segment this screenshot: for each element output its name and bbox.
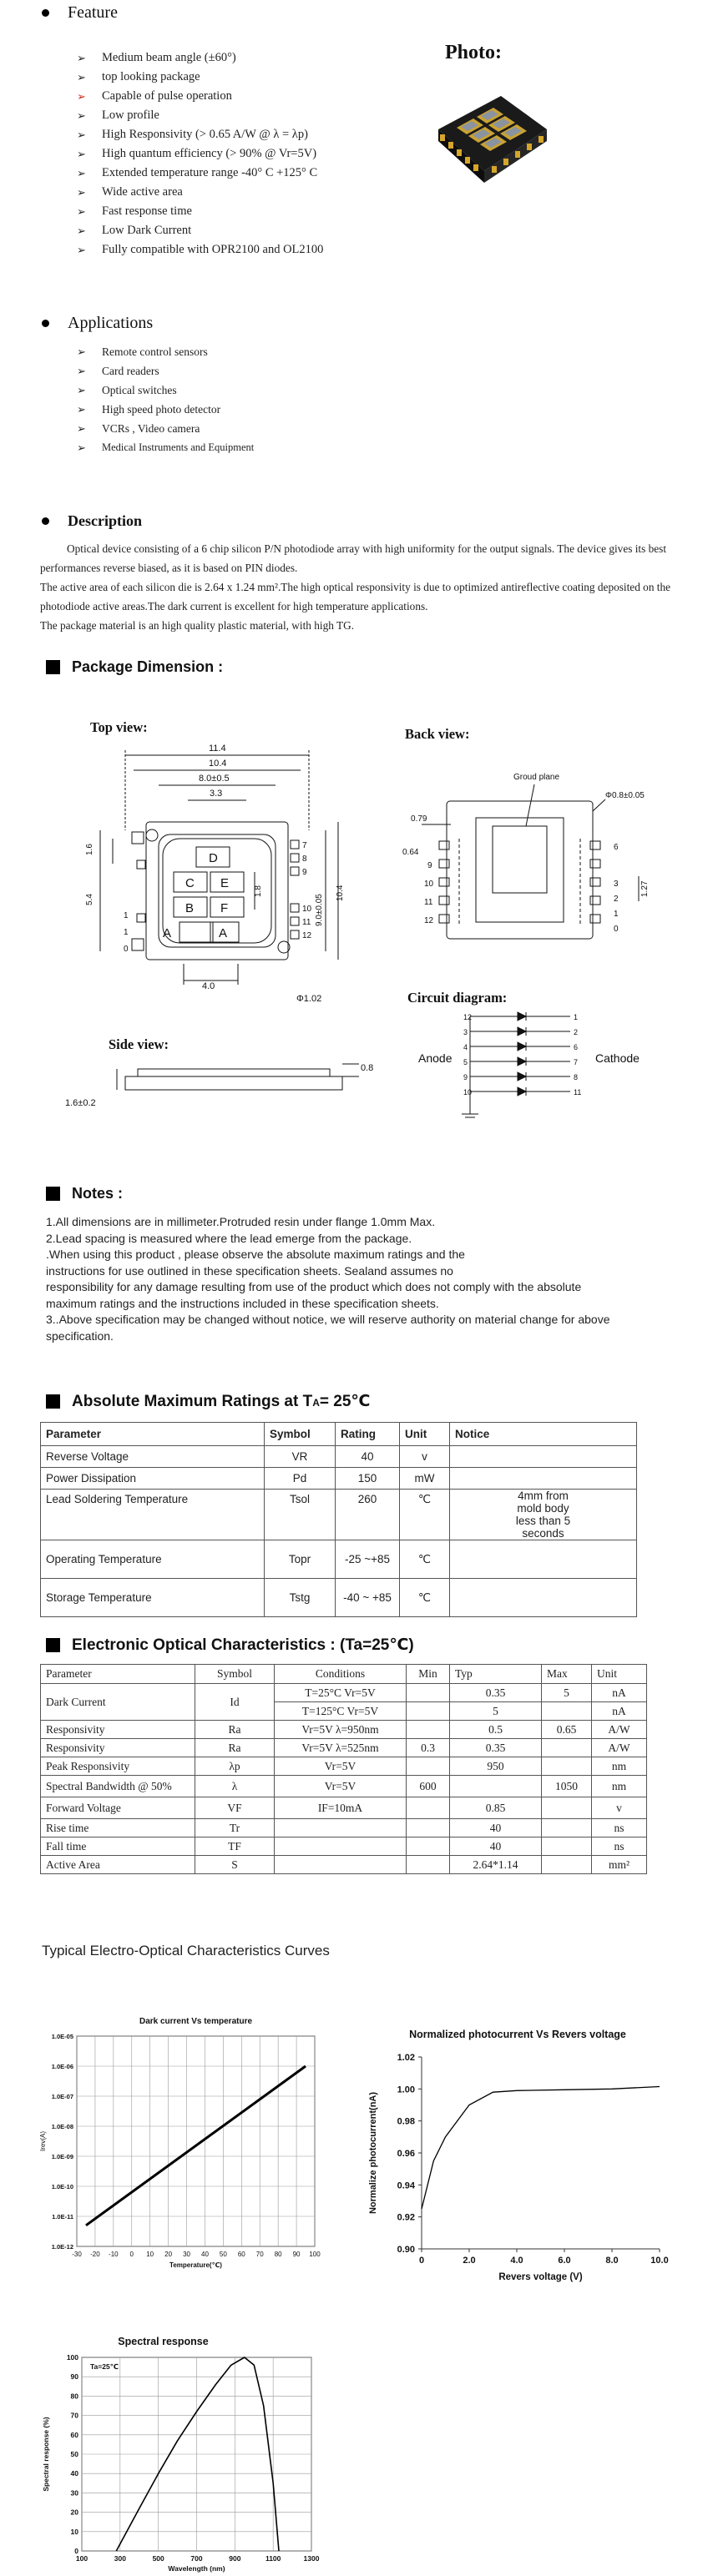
- pin-number: 9: [463, 1073, 468, 1081]
- pin-number: 0: [124, 945, 129, 954]
- diode-icon: [518, 1057, 526, 1066]
- chip-label: C: [185, 876, 195, 890]
- arrow-icon: ➢: [77, 148, 86, 160]
- x-tick-label: 900: [229, 2554, 241, 2563]
- arrow-icon: ➢: [77, 244, 86, 256]
- dim-label: 1.8: [254, 885, 263, 897]
- amr-title: Absolute Maximum Ratings at T: [72, 1393, 313, 1410]
- y-tick-label: 0.96: [397, 2149, 415, 2159]
- dim-label: 1.27: [640, 880, 650, 897]
- description-paragraph: The active area of each silicon die is 2.64 x 1.24 mm².The high optical responsivity is due to optimized antireflective coating deposited on the photodiode active areas.The dark current is excellent for high temperature applications.: [40, 581, 671, 612]
- table-row: Responsivity Ra Vr=5V λ=525nm 0.3 0.35 A/W: [41, 1739, 647, 1757]
- product-photo: [422, 79, 555, 196]
- curves-title: Typical Electro-Optical Characteristics Curves: [42, 1943, 330, 1958]
- circuit-diagram-label: Circuit diagram:: [407, 990, 508, 1006]
- x-tick-label: 20: [164, 2251, 173, 2258]
- dim-label: 8.0±0.5: [199, 774, 230, 784]
- arrow-icon: ➢: [77, 403, 86, 416]
- pin-number: 6: [574, 1043, 579, 1051]
- arrow-icon: ➢: [77, 365, 86, 377]
- applications-title: Applications: [68, 314, 154, 332]
- table-row: Dark Current Id T=25°C Vr=5V 0.35 5 nA: [41, 1684, 647, 1702]
- pin-number: 10: [302, 905, 312, 914]
- chip-label: D: [209, 851, 218, 865]
- diode-icon: [518, 1012, 526, 1021]
- pin-number: 1: [124, 911, 129, 920]
- pin-number: 2: [614, 895, 619, 904]
- table-row: Responsivity Ra Vr=5V λ=950nm 0.5 0.65 A/W: [41, 1721, 647, 1739]
- list-item: ➢ Low Dark Current: [77, 221, 427, 240]
- photo-label: Photo:: [445, 42, 502, 63]
- x-tick-label: 1300: [303, 2554, 320, 2563]
- y-tick-label: 40: [70, 2469, 78, 2478]
- table-row: Forward Voltage VF IF=10mA 0.85 v: [41, 1797, 647, 1819]
- arrow-icon: ➢: [77, 52, 86, 64]
- photocurrent-chart: [359, 2019, 676, 2291]
- table-row: Active Area S 2.64*1.14 mm²: [41, 1856, 647, 1874]
- note-line: .When using this product , please observe the absolute maximum ratings and the: [46, 1248, 465, 1261]
- notes-heading: [46, 1185, 123, 1202]
- list-item: ➢ Extended temperature range -40° C +125° C: [77, 164, 427, 183]
- x-tick-label: 1100: [265, 2554, 281, 2563]
- y-axis-label: Irev(A): [39, 2131, 47, 2151]
- arrow-icon: ➢: [77, 384, 86, 396]
- package-title: Package Dimension :: [72, 658, 224, 675]
- pin-number: 9: [427, 861, 432, 870]
- pin-number: 12: [463, 1013, 473, 1021]
- package-heading: [46, 658, 223, 676]
- back-view-label: Back view:: [405, 726, 470, 742]
- pin-number: 1: [574, 1013, 579, 1021]
- table-row: Rise time Tr 40 ns: [41, 1819, 647, 1837]
- x-tick-label: 300: [114, 2554, 126, 2563]
- x-tick-label: 6.0: [558, 2256, 571, 2266]
- diode-icon: [518, 1042, 526, 1051]
- list-item: ➢ Fast response time: [77, 202, 427, 221]
- note-line: instructions for use outlined in these specification sheets. Sealand assumes no: [46, 1263, 453, 1278]
- dim-label: 9.0±0.05: [315, 894, 324, 926]
- table-row: Parameter Symbol Rating Unit Notice: [41, 1423, 637, 1446]
- amr-title-sub: A: [312, 1397, 320, 1409]
- x-tick-label: 0: [129, 2251, 134, 2258]
- amr-title-suffix: = 25℃: [319, 1393, 371, 1410]
- pin-number: 8: [574, 1073, 579, 1081]
- pin-number: 10: [424, 880, 434, 889]
- chart-title: Dark current Vs temperature: [139, 2017, 253, 2026]
- dim-label: 10.4: [209, 759, 227, 769]
- table-row: Storage Temperature Tstg -40 ~ +85 ℃: [41, 1579, 637, 1617]
- list-item: ➢ Wide active area: [77, 183, 427, 202]
- arrow-icon: ➢: [77, 71, 86, 83]
- x-tick-label: 4.0: [510, 2256, 523, 2266]
- y-tick-label: 1.00: [397, 2084, 415, 2095]
- pin-number: 3: [463, 1028, 468, 1036]
- chip-label: B: [185, 901, 195, 915]
- feature-title: Feature: [68, 3, 118, 22]
- list-item: ➢ Remote control sensors: [77, 342, 427, 361]
- x-tick-label: 90: [292, 2251, 301, 2258]
- arrow-icon: ➢: [77, 441, 86, 454]
- y-tick-label: 1.0E-05: [51, 2033, 73, 2040]
- y-tick-label: 1.0E-07: [51, 2093, 73, 2100]
- arrow-icon: ➢: [77, 422, 86, 435]
- x-tick-label: 40: [201, 2251, 209, 2258]
- dim-label: 0.8: [361, 1063, 374, 1073]
- dim-label: 1.6: [85, 844, 94, 855]
- y-tick-label: 60: [70, 2430, 78, 2439]
- x-tick-label: 100: [75, 2554, 88, 2563]
- pin-number: 4: [463, 1043, 468, 1051]
- y-tick-label: 1.0E-10: [51, 2183, 73, 2190]
- square-bullet-icon: [46, 1394, 60, 1409]
- y-tick-label: 0.92: [397, 2212, 415, 2223]
- dim-label: 10.4: [336, 885, 345, 901]
- table-row: Spectral Bandwidth @ 50% λ Vr=5V 600 1050 nm: [41, 1776, 647, 1797]
- pin-number: 8: [302, 854, 307, 864]
- chip-label: A: [219, 926, 228, 940]
- table-row: Operating Temperature Topr -25 ~+85 ℃: [41, 1540, 637, 1579]
- anode-label: Anode: [418, 1051, 453, 1065]
- arrow-icon: ➢: [77, 109, 86, 122]
- table-row: T=125°C Vr=5V 5 nA: [41, 1702, 647, 1721]
- circuit-diagram: [413, 1010, 664, 1122]
- list-item: ➢ Low profile: [77, 106, 427, 125]
- pin-number: 11: [574, 1088, 582, 1096]
- arrow-icon: ➢: [77, 224, 86, 237]
- pin-number: 11: [424, 898, 433, 907]
- arrow-icon: ➢: [77, 129, 86, 141]
- note-line: responsibility for any damage resulting from use of the product which does not comply with the absolute: [46, 1280, 582, 1293]
- side-view-label: Side view:: [109, 1036, 169, 1052]
- table-row: Power Dissipation Pd 150 mW: [41, 1468, 637, 1490]
- cathode-label: Cathode: [595, 1051, 640, 1065]
- table-row: Peak Responsivity λp Vr=5V 950 nm: [41, 1757, 647, 1776]
- description-section: [42, 512, 142, 530]
- x-tick-label: 30: [183, 2251, 190, 2258]
- series-line: [86, 2066, 306, 2226]
- dim-label: 11.4: [209, 744, 226, 754]
- diode-icon: [518, 1087, 526, 1096]
- y-tick-label: 30: [70, 2488, 78, 2498]
- chip-label: F: [220, 901, 229, 915]
- table-row: Lead Soldering Temperature Tsol 260 ℃ 4mm from mold body less than 5 seconds: [41, 1490, 637, 1540]
- y-tick-label: 90: [70, 2372, 78, 2382]
- dim-label: Φ1.02: [296, 994, 322, 1004]
- x-tick-label: 2.0: [463, 2256, 476, 2266]
- note-line: maximum ratings and the instructions included in these specification sheets.: [46, 1296, 439, 1310]
- notes-body: [46, 1214, 705, 1344]
- eoc-heading: [46, 1636, 414, 1655]
- applications-list: [77, 342, 427, 457]
- top-view-drawing: [75, 739, 351, 1014]
- side-view-drawing: [58, 1056, 374, 1122]
- list-item: ➢ Capable of pulse operation: [77, 87, 427, 106]
- note-line: 3..Above specification may be changed without notice, we will reserve authority on material change for above: [46, 1313, 610, 1326]
- applications-section: [42, 314, 153, 333]
- chart-annotation: Ta=25℃: [90, 2362, 119, 2371]
- y-axis-label: Spectral response (%): [42, 2417, 50, 2492]
- x-tick-label: 8.0: [605, 2256, 619, 2266]
- eoc-title: Electronic Optical Characteristics : (Ta=25℃): [72, 1636, 414, 1654]
- dim-label: Φ0.8±0.05: [605, 791, 645, 800]
- pin-number: 0: [614, 925, 619, 934]
- chip-label: A: [163, 926, 172, 940]
- x-tick-label: 70: [255, 2251, 264, 2258]
- list-item: ➢ High speed photo detector: [77, 400, 427, 419]
- y-tick-label: 1.0E-09: [51, 2153, 73, 2160]
- list-item: ➢ Medical Instruments and Equipment: [77, 438, 427, 457]
- square-bullet-icon: [46, 1638, 60, 1652]
- back-view-drawing: [401, 751, 676, 980]
- y-tick-label: 1.0E-11: [52, 2213, 73, 2221]
- x-tick-label: -30: [72, 2251, 82, 2258]
- x-tick-label: 80: [274, 2251, 282, 2258]
- y-tick-label: 1.0E-08: [51, 2123, 73, 2130]
- list-item: ➢ Optical switches: [77, 381, 427, 400]
- dim-label: 5.4: [85, 894, 94, 905]
- dark-current-chart: [33, 2007, 342, 2291]
- plot-frame: [77, 2036, 315, 2246]
- feature-bullet-icon: [42, 9, 49, 17]
- list-item: ➢ High Responsivity (> 0.65 A/W @ λ = λp): [77, 125, 427, 144]
- amr-table: [40, 1422, 637, 1617]
- y-axis-label: Normalize photocurrent(nA): [368, 2091, 378, 2215]
- x-tick-label: 700: [190, 2554, 203, 2563]
- pin-number: 3: [614, 880, 619, 889]
- spectral-response-chart: [33, 2328, 351, 2576]
- list-item: ➢ top looking package: [77, 68, 427, 87]
- eoc-table: [40, 1664, 647, 1874]
- y-tick-label: 10: [70, 2527, 78, 2536]
- list-item: ➢ VCRs , Video camera: [77, 419, 427, 438]
- dim-label: 1.6±0.2: [65, 1098, 96, 1108]
- y-tick-label: 1.02: [397, 2053, 415, 2063]
- square-bullet-icon: [46, 1187, 60, 1201]
- square-bullet-icon: [46, 660, 60, 674]
- description-paragraph: The package material is an high quality plastic material, with high TG.: [40, 619, 355, 632]
- x-tick-label: -10: [109, 2251, 119, 2258]
- x-axis-label: Temperature(℃): [169, 2261, 222, 2269]
- chart-title: Spectral response: [118, 2336, 209, 2347]
- x-tick-label: 0: [418, 2256, 425, 2266]
- dim-label: 0.79: [411, 814, 427, 824]
- y-tick-label: 0.94: [397, 2180, 415, 2191]
- list-item: ➢ High quantum efficiency (> 90% @ Vr=5V): [77, 144, 427, 164]
- amr-heading: [46, 1392, 370, 1411]
- pin-number: 12: [424, 916, 434, 925]
- note-line: 1.All dimensions are in millimeter.Protruded resin under flange 1.0mm Max.: [46, 1215, 436, 1228]
- arrow-icon: ➢: [77, 90, 86, 103]
- diode-icon: [518, 1072, 526, 1081]
- pin-number: 7: [302, 841, 307, 850]
- description-paragraph: Optical device consisting of a 6 chip silicon P/N photodiode array with high uniformity for the output signals. The device gives its best performances reverse biased, as it is based on PIN diodes.: [40, 542, 667, 574]
- description-bullet-icon: [42, 517, 49, 525]
- applications-bullet-icon: [42, 320, 49, 327]
- x-tick-label: 10.0: [650, 2256, 669, 2266]
- list-item: ➢ Card readers: [77, 361, 427, 381]
- feature-section: [42, 3, 710, 23]
- y-tick-label: 100: [66, 2353, 78, 2362]
- x-tick-label: 10: [146, 2251, 154, 2258]
- dim-label: 3.3: [210, 789, 223, 799]
- series-line: [422, 2087, 660, 2210]
- notes-title: Notes :: [72, 1185, 124, 1202]
- arrow-icon: ➢: [77, 186, 86, 199]
- y-tick-label: 1.0E-12: [51, 2243, 73, 2251]
- x-tick-label: 100: [309, 2251, 321, 2258]
- description-title: Description: [68, 512, 142, 529]
- list-item: ➢ Fully compatible with OPR2100 and OL2100: [77, 240, 427, 260]
- pin-number: 10: [463, 1088, 473, 1096]
- table-row: Reverse Voltage VR 40 v: [41, 1446, 637, 1468]
- note-line: 2.Lead spacing is measured where the lead emerge from the package.: [46, 1231, 412, 1245]
- dim-label: 4.0: [202, 981, 215, 991]
- table-row: Fall time TF 40 ns: [41, 1837, 647, 1856]
- pin-number: 2: [574, 1028, 579, 1036]
- list-item: ➢ Medium beam angle (±60°): [77, 48, 427, 68]
- dim-label: 0.64: [402, 848, 419, 857]
- diode-icon: [518, 1027, 526, 1036]
- chart-title: Normalized photocurrent Vs Revers voltage: [409, 2029, 626, 2040]
- pin-number: 9: [302, 868, 307, 877]
- chip-label: E: [220, 876, 230, 890]
- y-tick-label: 1.0E-06: [51, 2063, 73, 2070]
- y-tick-label: 0.90: [397, 2245, 415, 2255]
- arrow-icon: ➢: [77, 205, 86, 218]
- pin-number: 12: [302, 931, 312, 940]
- feature-list: [77, 48, 427, 260]
- x-tick-label: 50: [219, 2251, 227, 2258]
- note-line: specification.: [46, 1328, 114, 1343]
- y-tick-label: 0: [74, 2547, 78, 2555]
- pin-number: 5: [463, 1058, 468, 1066]
- pin-number: 11: [302, 918, 311, 927]
- y-tick-label: 80: [70, 2392, 78, 2401]
- x-axis-label: Wavelength (nm): [168, 2564, 225, 2573]
- x-tick-label: 60: [237, 2251, 245, 2258]
- y-tick-label: 20: [70, 2508, 78, 2517]
- dim-label: Groud plane: [513, 773, 560, 782]
- arrow-icon: ➢: [77, 167, 86, 179]
- pin-number: 1: [614, 910, 619, 919]
- arrow-icon: ➢: [77, 345, 86, 358]
- description-body: [40, 539, 683, 635]
- pin-number: 7: [574, 1058, 579, 1066]
- x-axis-label: Revers voltage (V): [498, 2272, 583, 2282]
- pin-number: 6: [614, 843, 619, 852]
- y-tick-label: 50: [70, 2450, 78, 2458]
- table-row: Parameter Symbol Conditions Min Typ Max Unit: [41, 1665, 647, 1684]
- x-tick-label: 500: [152, 2554, 164, 2563]
- pin-number: 1: [124, 928, 129, 937]
- y-tick-label: 0.98: [397, 2116, 415, 2127]
- top-view-label: Top view:: [90, 719, 148, 735]
- x-tick-label: -20: [90, 2251, 100, 2258]
- y-tick-label: 70: [70, 2411, 78, 2420]
